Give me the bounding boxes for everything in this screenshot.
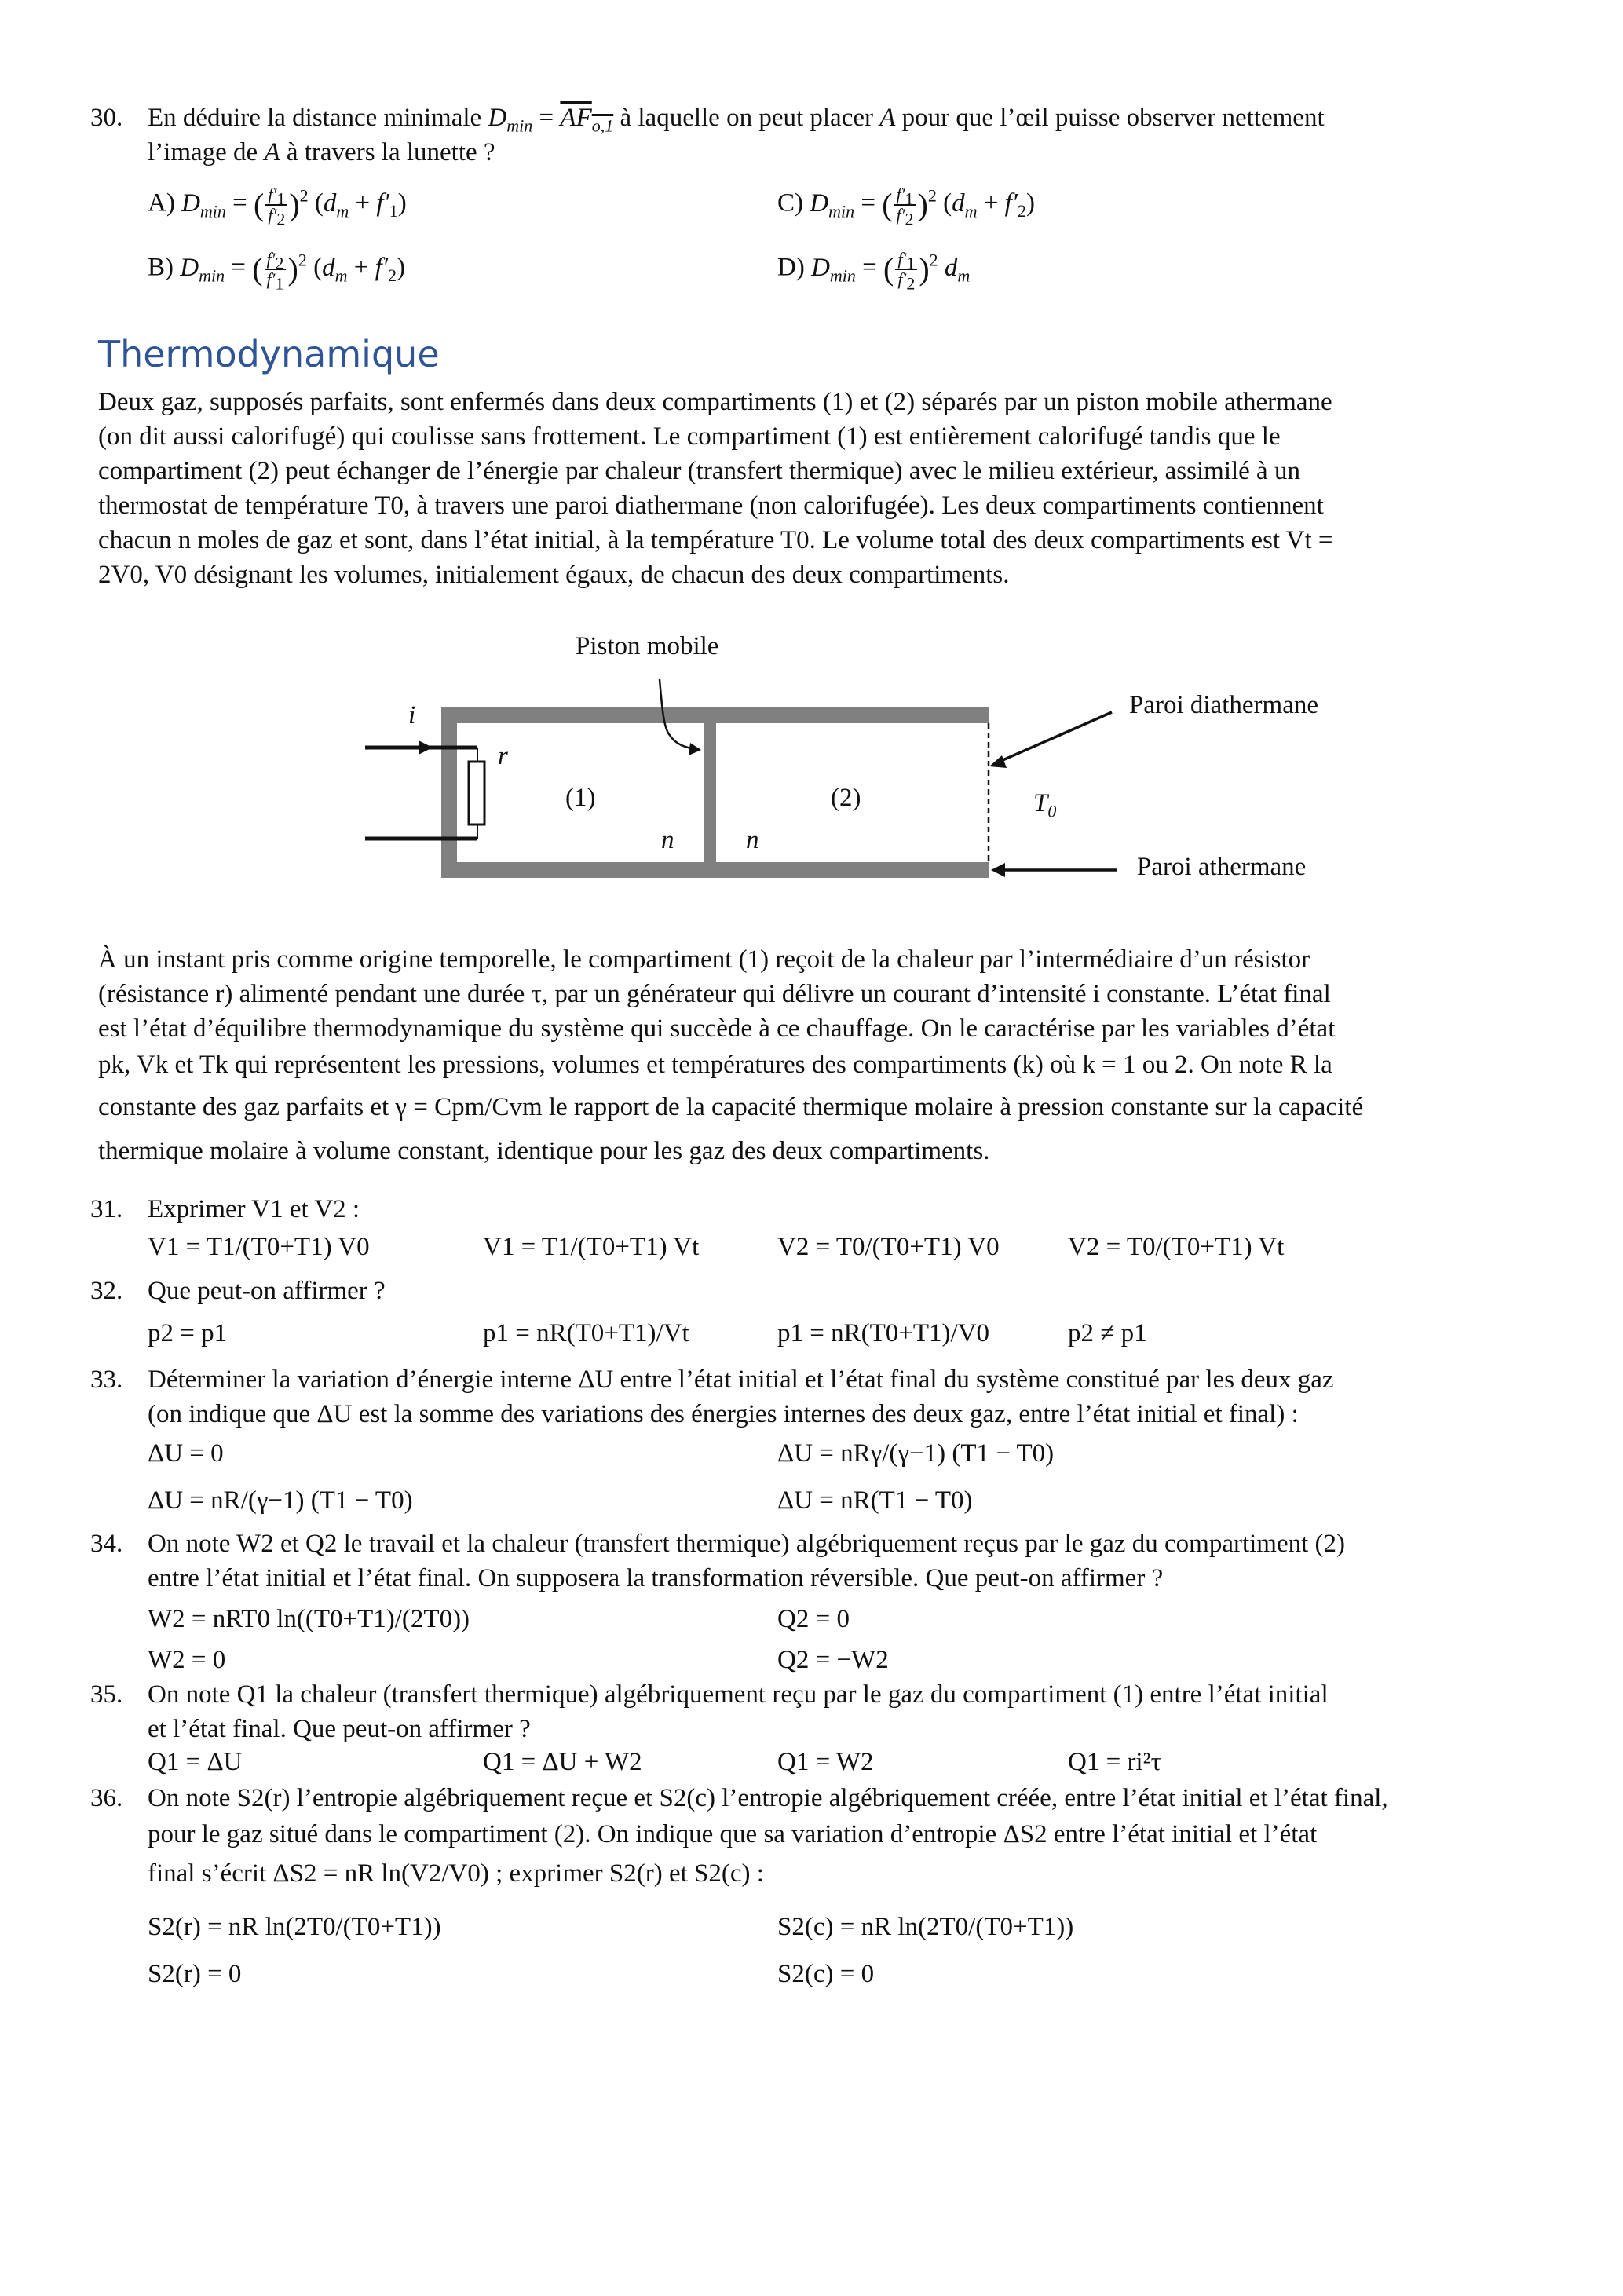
answer-option-c[interactable]: C) $D_{min}$ = ( $\frac{f'_1}{f'_2}$ )$^2$ $(d_m + f'_2)$ (777, 185, 1035, 229)
question-prompt-line: pour le gaz situé dans le compartiment (2). On indique que sa variation d’entropie ΔS2 entre l’état initial et l’état (148, 1820, 1318, 1848)
answer-option-d[interactable]: V2 = T0/(T0+T1) Vt (1068, 1233, 1285, 1261)
answer-option-b[interactable]: Q1 = ΔU + W2 (483, 1748, 642, 1776)
answer-option-a[interactable]: Q1 = ΔU (148, 1748, 243, 1776)
answer-option-b[interactable]: V1 = T1/(T0+T1) Vt (483, 1233, 700, 1261)
question-number: 33. (90, 1366, 123, 1394)
answer-option-a[interactable]: S2(r) = nR ln(2T0/(T0+T1)) (148, 1913, 441, 1941)
question-prompt-line: Déterminer la variation d’énergie interne ΔU entre l’état initial et l’état final du système constitué par les deux gaz (148, 1366, 1334, 1394)
question-prompt-line: et l’état final. Que peut-on affirmer ? (148, 1715, 531, 1743)
context-line: (résistance r) alimenté pendant une durée τ, par un générateur qui délivre un courant d’intensité i constante. L’état final (98, 980, 1331, 1008)
answer-option-d[interactable]: Q1 = ri²τ (1068, 1748, 1161, 1776)
moles-2-label: n (746, 826, 759, 854)
question-prompt-line: (on indique que ΔU est la somme des variations des énergies internes des deux gaz, entre l’état initial et final) : (148, 1400, 1299, 1428)
question-number: 31. (90, 1195, 123, 1223)
answer-option-c[interactable]: ΔU = nRγ/(γ−1) (T1 − T0) (777, 1439, 1055, 1468)
question-prompt-line-1: En déduire la distance minimale $D_{min} = AF_{o,1}$ à laquelle on peut placer A pour que l’œil puisse observer nettement (148, 104, 1325, 136)
intro-line: (on dit aussi calorifugé) qui coulisse sans frottement. Le compartiment (1) est entièrement calorifugé tandis que le (98, 422, 1281, 451)
intro-line: Deux gaz, supposés parfaits, sont enfermés dans deux compartiments (1) et (2) séparés par un piston mobile athermane (98, 388, 1332, 416)
context-line: est l’état d’équilibre thermodynamique du système qui succède à ce chauffage. On le caractérise par les variables d’état (98, 1015, 1336, 1043)
answer-option-d[interactable]: Q2 = −W2 (777, 1646, 889, 1674)
thermostat-temperature-label: $T_0$ (1033, 789, 1057, 821)
question-number: 34. (90, 1530, 123, 1558)
question-prompt-line: entre l’état initial et l’état final. On supposera la transformation réversible. Que peut-on affirmer ? (148, 1564, 1164, 1592)
moles-1-label: n (661, 826, 674, 854)
context-line: pk, Vk et Tk qui représentent les pressions, volumes et températures des compartiments (k) où k = 1 ou 2. On note R la (98, 1051, 1332, 1079)
compartment-1-label: (1) (565, 784, 596, 812)
diathermal-wall-label: Paroi diathermane (1129, 691, 1318, 719)
answer-option-a[interactable]: ΔU = 0 (148, 1439, 224, 1468)
resistor-label: r (498, 742, 508, 770)
question-prompt-line: final s’écrit ΔS2 = nR ln(V2/V0) ; exprimer S2(r) et S2(c) : (148, 1859, 764, 1888)
intro-line: 2V0, V0 désignant les volumes, initialement égaux, de chacun des deux compartiments. (98, 561, 1010, 589)
answer-option-b[interactable]: p1 = nR(T0+T1)/Vt (483, 1319, 689, 1347)
compartment-2-label: (2) (831, 784, 861, 812)
question-prompt: Que peut-on affirmer ? (148, 1277, 386, 1305)
question-number: 36. (90, 1784, 123, 1812)
question-number: 32. (90, 1277, 123, 1305)
answer-option-c[interactable]: Q2 = 0 (777, 1605, 850, 1633)
question-prompt: Exprimer V1 et V2 : (148, 1195, 360, 1223)
answer-option-a[interactable]: p2 = p1 (148, 1319, 228, 1347)
answer-option-c[interactable]: p1 = nR(T0+T1)/V0 (777, 1319, 990, 1347)
answer-option-a[interactable]: W2 = nRT0 ln((T0+T1)/(2T0)) (148, 1605, 470, 1633)
answer-option-b[interactable]: ΔU = nR/(γ−1) (T1 − T0) (148, 1486, 413, 1515)
context-line: constante des gaz parfaits et γ = Cpm/Cvm le rapport de la capacité thermique molaire à pression constante sur la capacité (98, 1093, 1364, 1121)
context-line: thermique molaire à volume constant, identique pour les gaz des deux compartiments. (98, 1137, 990, 1165)
section-heading: Thermodynamique (98, 333, 440, 375)
question-prompt-line-2: l’image de A à travers la lunette ? (148, 138, 495, 166)
answer-option-b[interactable]: S2(r) = 0 (148, 1960, 242, 1988)
answer-option-a[interactable]: V1 = T1/(T0+T1) V0 (148, 1233, 370, 1261)
answer-option-d[interactable]: p2 ≠ p1 (1068, 1319, 1147, 1347)
answer-option-d[interactable]: D) $D_{min}$ = ( $\frac{f'_1}{f'_2}$ )$^2$ $d_m$ (777, 249, 971, 294)
intro-line: thermostat de température T0, à travers une paroi diathermane (non calorifugée). Les deux compartiments contiennent (98, 492, 1324, 520)
question-prompt-line: On note S2(r) l’entropie algébriquement reçue et S2(c) l’entropie algébriquement créée, entre l’état initial et l’état final, (148, 1784, 1388, 1812)
answer-option-c[interactable]: S2(c) = nR ln(2T0/(T0+T1)) (777, 1913, 1074, 1941)
question-number: 35. (90, 1680, 123, 1709)
question-prompt-line: On note Q1 la chaleur (transfert thermique) algébriquement reçu par le gaz du compartiment (1) entre l’état initial (148, 1680, 1329, 1709)
intro-line: compartiment (2) peut échanger de l’énergie par chaleur (transfert thermique) avec le milieu extérieur, assimilé à un (98, 457, 1300, 485)
answer-option-d[interactable]: S2(c) = 0 (777, 1960, 875, 1988)
question-number: 30. (90, 104, 123, 132)
context-line: À un instant pris comme origine temporelle, le compartiment (1) reçoit de la chaleur par l’intermédiaire d’un résistor (98, 945, 1310, 974)
intro-line: chacun n moles de gaz et sont, dans l’état initial, à la température T0. Le volume total des deux compartiments est Vt = (98, 526, 1333, 554)
answer-option-a[interactable]: A) $D_{min}$ = ( $\frac{f'_1}{f'_2}$ )$^2$ $(d_m + f'_1)$ (148, 185, 407, 229)
question-prompt-line: On note W2 et Q2 le travail et la chaleur (transfert thermique) algébriquement reçus par le gaz du compartiment (2) (148, 1530, 1346, 1558)
piston-label: Piston mobile (576, 632, 719, 660)
answer-option-d[interactable]: ΔU = nR(T1 − T0) (777, 1486, 973, 1515)
answer-option-b[interactable]: B) $D_{min}$ = ( $\frac{f'_2}{f'_1}$ )$^2$ $(d_m + f'_2)$ (148, 249, 405, 294)
answer-option-b[interactable]: W2 = 0 (148, 1646, 226, 1674)
current-label: i (408, 701, 416, 729)
answer-option-c[interactable]: Q1 = W2 (777, 1748, 874, 1776)
athermal-wall-label: Paroi athermane (1137, 853, 1307, 881)
answer-option-c[interactable]: V2 = T0/(T0+T1) V0 (777, 1233, 1000, 1261)
